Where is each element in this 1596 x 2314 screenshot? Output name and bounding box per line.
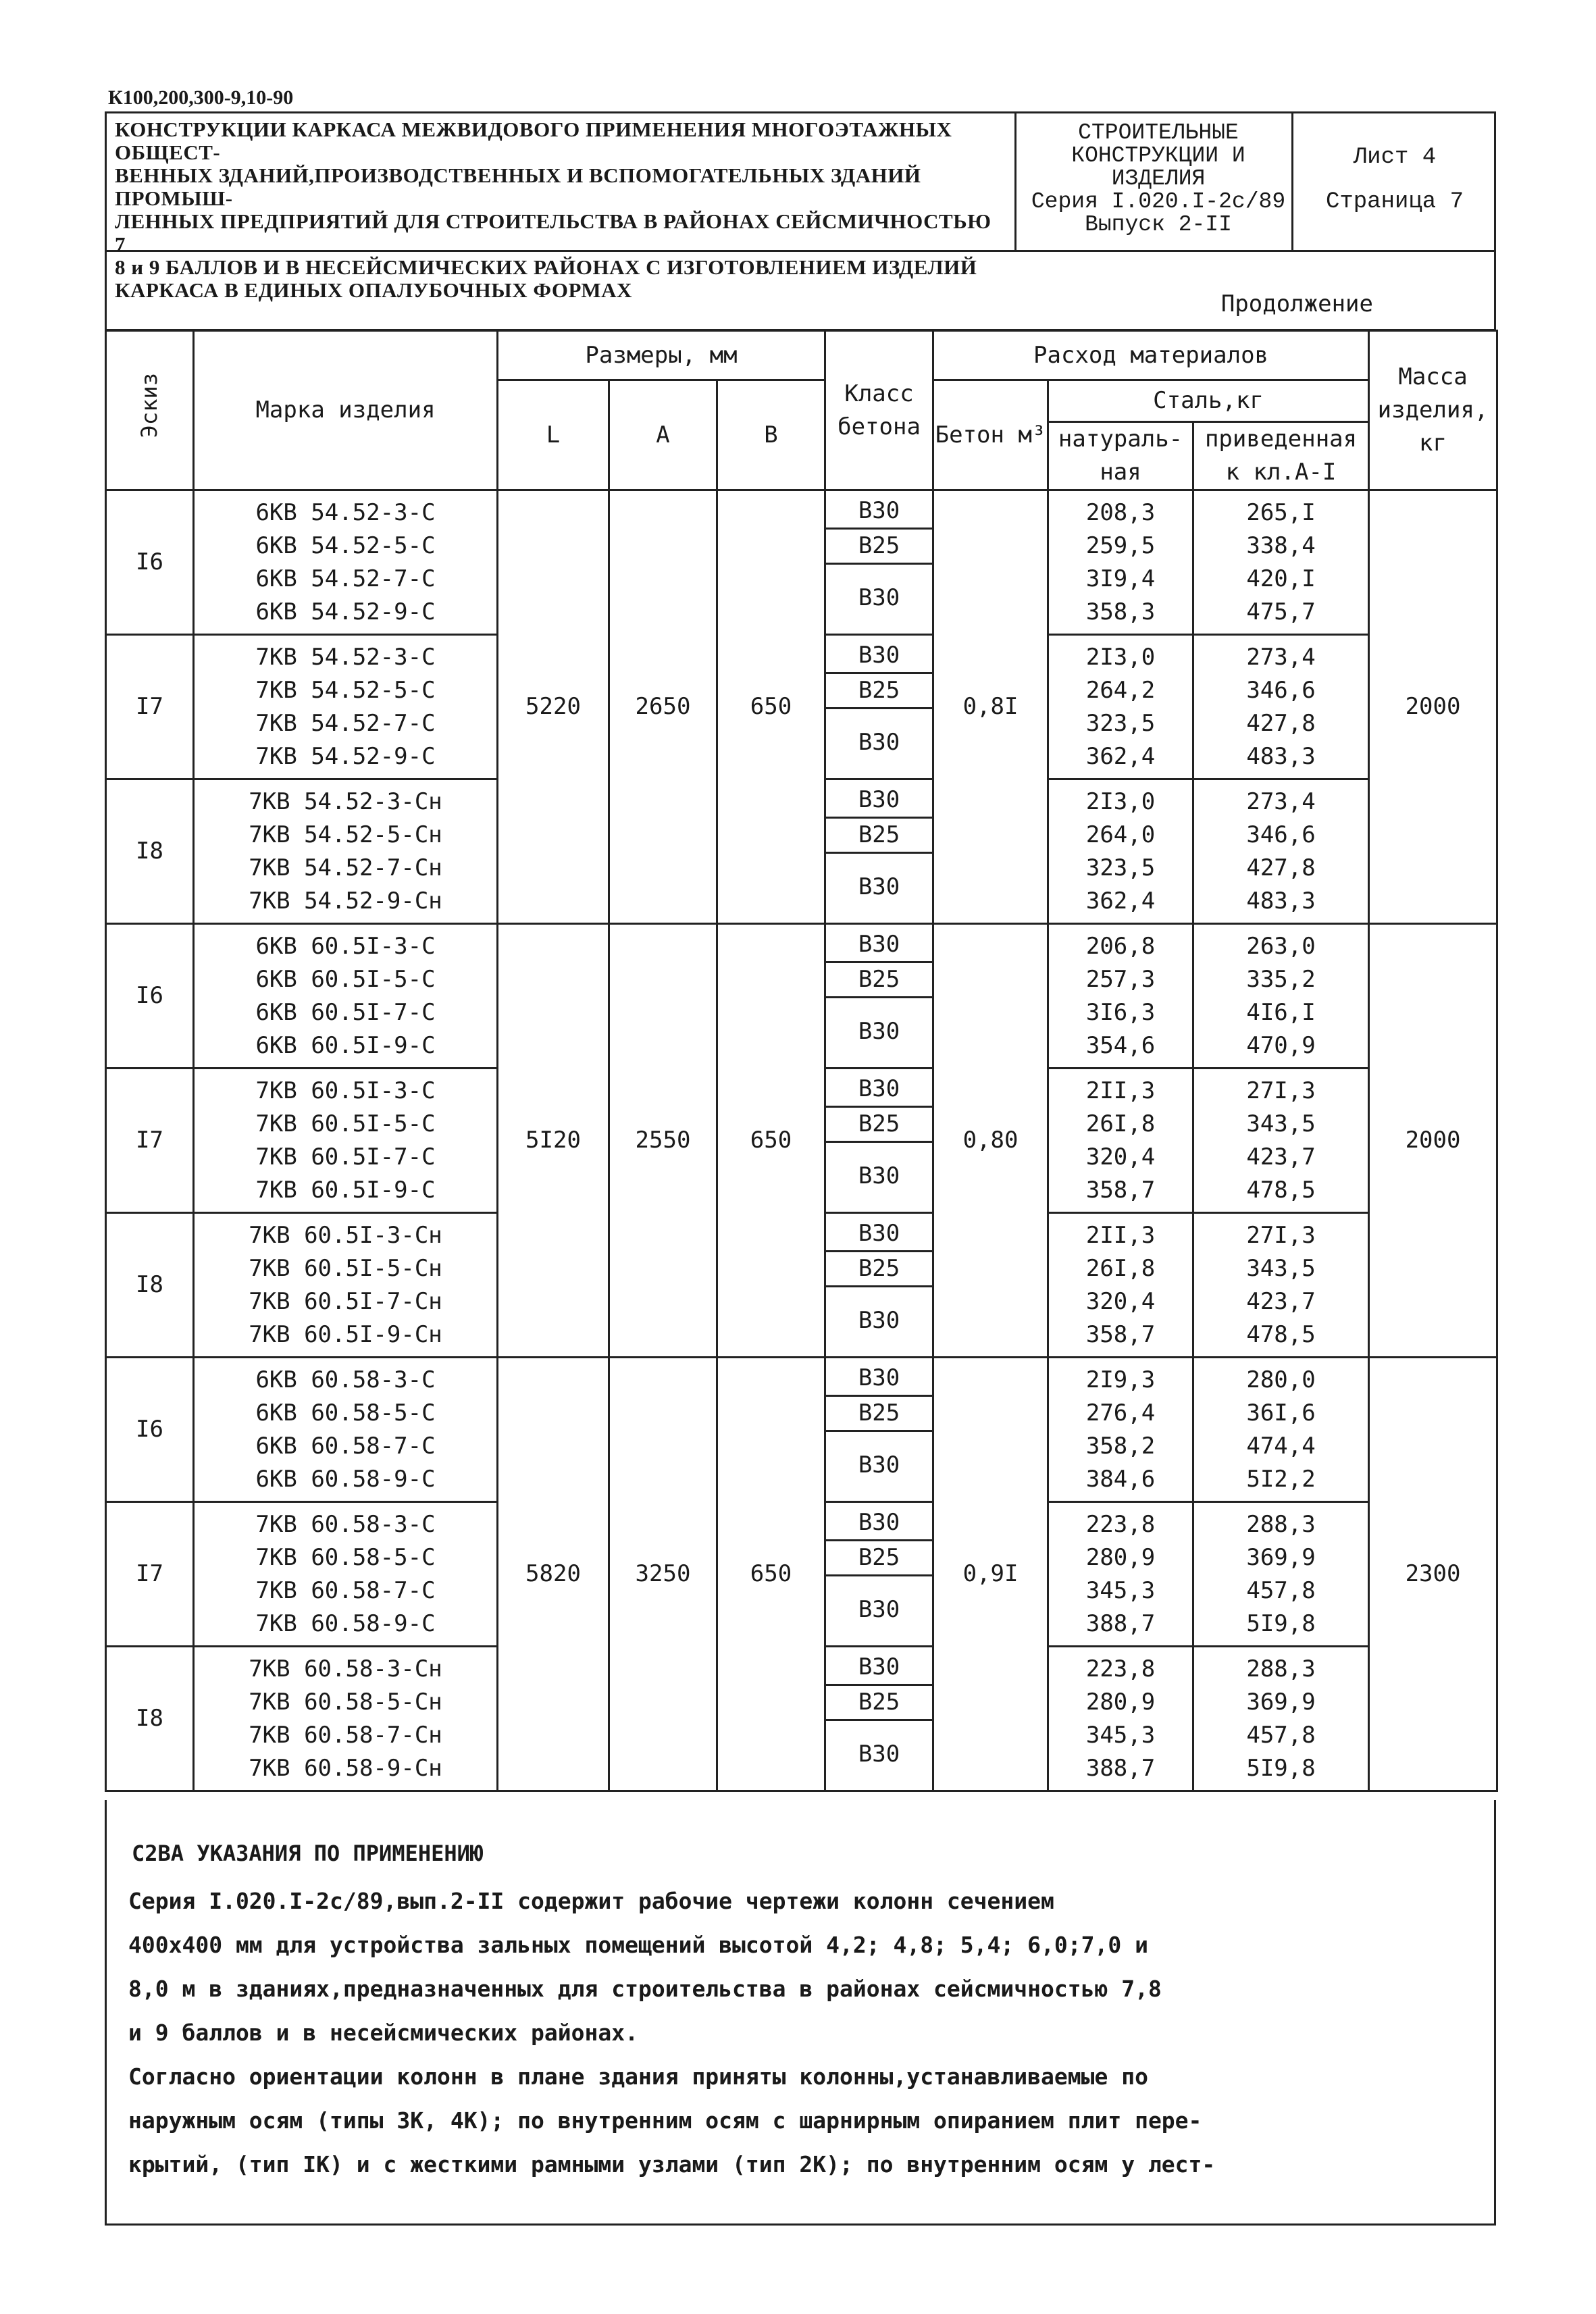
concrete-class: В30: [826, 639, 932, 674]
concrete-class: В30: [826, 1217, 932, 1252]
sketch-cell: I6: [106, 924, 194, 1069]
reduced-value: 346,6: [1246, 821, 1316, 848]
A-header: A: [609, 380, 717, 490]
reduced-value: 4I6,I: [1246, 998, 1316, 1026]
reduced-value: 343,5: [1246, 1254, 1316, 1282]
reduced-value: 483,3: [1246, 742, 1316, 770]
class-cell: [825, 1502, 933, 1647]
mark-item: 6КВ 60.5I-3-С: [255, 932, 436, 960]
sketch-cell: I7: [106, 635, 194, 779]
reduced-cell: [1193, 1213, 1369, 1358]
title-line: КОНСТРУКЦИИ КАРКАСА МЕЖВИДОВОГО ПРИМЕНЕНИЯ МНОГОЭТАЖНЫХ ОБЩЕСТ-: [115, 118, 952, 164]
mark-item: 7КВ 54.52-5-С: [255, 676, 436, 704]
concrete-class: В30: [858, 728, 900, 756]
series-info: [1023, 122, 1293, 236]
natural-cell: [1048, 1213, 1193, 1358]
concrete-header: Бетон м³: [933, 380, 1048, 490]
class-cell: [825, 779, 933, 924]
mark-item: 7КВ 60.5I-3-Сн: [249, 1221, 442, 1249]
sketch-cell: I7: [106, 1069, 194, 1213]
class-cell: [825, 635, 933, 779]
reduced-value: 420,I: [1246, 565, 1316, 592]
concrete-volume-cell: 0,9I: [933, 1358, 1048, 1791]
sketch-cell: I6: [106, 1358, 194, 1502]
sketch-cell: I7: [106, 1502, 194, 1647]
concrete-class: В30: [826, 1651, 932, 1686]
natural-cell: [1048, 635, 1193, 779]
reduced-cell: [1193, 490, 1369, 635]
note-line: 8,0 м в зданиях,предназначенных для строительства в районах сейсмичностью 7,8: [128, 1976, 1162, 2002]
natural-value: 388,7: [1085, 1610, 1156, 1637]
concrete-class: В30: [858, 1451, 900, 1479]
mark-item: 7КВ 60.58-7-С: [255, 1576, 436, 1604]
title-line: 8 и 9 БАЛЛОВ И В НЕСЕЙСМИЧЕСКИХ РАЙОНАХ С ИЗГОТОВЛЕНИЕМ ИЗДЕЛИЙ: [115, 255, 977, 279]
mark-item: 6КВ 60.5I-7-С: [255, 998, 436, 1026]
concrete-class: В30: [826, 1362, 932, 1397]
page-number: Страница 7: [1325, 189, 1464, 215]
marks-cell: [194, 1647, 498, 1791]
mark-item: 6КВ 60.58-3-С: [255, 1366, 436, 1393]
table-row: [106, 490, 1497, 635]
reduced-value: 470,9: [1246, 1031, 1316, 1059]
natural-value: 264,2: [1085, 676, 1156, 704]
reduced-header: приведенная к кл.А-I: [1193, 422, 1369, 490]
reduced-value: 483,3: [1246, 887, 1316, 915]
L-cell: 5220: [498, 490, 609, 924]
title-line: ЛЕННЫХ ПРЕДПРИЯТИЙ ДЛЯ СТРОИТЕЛЬСТВА В РАЙОНАХ СЕЙСМИЧНОСТЬЮ 7: [115, 209, 992, 256]
concrete-class: В30: [858, 1740, 900, 1768]
mark-item: 6КВ 54.52-9-С: [255, 598, 436, 625]
mark-item: 7КВ 54.52-7-С: [255, 709, 436, 737]
series-line: Серия I.020.I-2с/89: [1031, 189, 1286, 214]
note-line: и 9 баллов и в несейсмических районах.: [128, 2020, 638, 2046]
natural-value: 362,4: [1085, 887, 1156, 915]
natural-cell: [1048, 1069, 1193, 1213]
reduced-value: 343,5: [1246, 1110, 1316, 1137]
mark-item: 7КВ 60.58-7-Сн: [249, 1721, 442, 1749]
mark-item: 7КВ 54.52-3-С: [255, 643, 436, 671]
marks-cell: [194, 1069, 498, 1213]
concrete-class: В25: [826, 963, 932, 998]
natural-value: 358,7: [1085, 1320, 1156, 1348]
natural-value: 345,3: [1085, 1721, 1156, 1749]
reduced-value: 427,8: [1246, 854, 1316, 881]
class-cell: [825, 1358, 933, 1502]
A-cell: 2650: [609, 490, 717, 924]
mark-item: 7КВ 60.58-3-Сн: [249, 1655, 442, 1682]
natural-value: 264,0: [1085, 821, 1156, 848]
reduced-value: 427,8: [1246, 709, 1316, 737]
concrete-class: В30: [858, 1162, 900, 1189]
mark-item: 6КВ 54.52-5-С: [255, 532, 436, 559]
sketch-cell: I8: [106, 1213, 194, 1358]
reduced-value: 457,8: [1246, 1721, 1316, 1749]
marks-cell: [194, 1358, 498, 1502]
natural-value: 206,8: [1085, 932, 1156, 960]
B-header: B: [717, 380, 825, 490]
natural-value: 323,5: [1085, 709, 1156, 737]
continue-label: Продолжение: [1220, 290, 1373, 317]
natural-cell: [1048, 924, 1193, 1069]
natural-value: 388,7: [1085, 1754, 1156, 1782]
series-line: СТРОИТЕЛЬНЫЕ: [1078, 120, 1239, 145]
reduced-value: 335,2: [1246, 965, 1316, 993]
concrete-class: В25: [826, 819, 932, 854]
mark-item: 7КВ 60.5I-7-Сн: [249, 1287, 442, 1315]
mark-item: 7КВ 60.5I-5-С: [255, 1110, 436, 1137]
table-row: [106, 1358, 1497, 1502]
reduced-value: 475,7: [1246, 598, 1316, 625]
concrete-class: В30: [826, 783, 932, 819]
mark-item: 7КВ 60.58-3-С: [255, 1510, 436, 1538]
reduced-value: 423,7: [1246, 1287, 1316, 1315]
natural-cell: [1048, 1647, 1193, 1791]
mark-item: 6КВ 54.52-3-С: [255, 498, 436, 526]
natural-value: 320,4: [1085, 1143, 1156, 1171]
natural-value: 362,4: [1085, 742, 1156, 770]
marks-cell: [194, 924, 498, 1069]
reduced-value: 478,5: [1246, 1320, 1316, 1348]
natural-value: 358,3: [1085, 598, 1156, 625]
concrete-class: В25: [826, 1541, 932, 1576]
natural-cell: [1048, 1358, 1193, 1502]
A-cell: 3250: [609, 1358, 717, 1791]
reduced-cell: [1193, 1502, 1369, 1647]
class-cell: [825, 1069, 933, 1213]
natural-value: 223,8: [1085, 1510, 1156, 1538]
reduced-cell: [1193, 1358, 1369, 1502]
natural-cell: [1048, 1502, 1193, 1647]
natural-value: 259,5: [1085, 532, 1156, 559]
note-line: наружным осям (типы 3К, 4К); по внутренним осям с шарнирным опиранием плит пере-: [128, 2107, 1202, 2134]
L-header: L: [498, 380, 609, 490]
mark-item: 7КВ 54.52-9-Сн: [249, 887, 442, 915]
mark-item: 7КВ 60.5I-9-Сн: [249, 1320, 442, 1348]
concrete-class: В25: [826, 674, 932, 709]
concrete-class: В30: [826, 928, 932, 963]
concrete-class: В30: [858, 1595, 900, 1623]
natural-value: 384,6: [1085, 1465, 1156, 1493]
class-cell: [825, 924, 933, 1069]
reduced-value: 288,3: [1246, 1655, 1316, 1682]
reduced-value: 423,7: [1246, 1143, 1316, 1171]
natural-value: 2I3,0: [1085, 788, 1156, 815]
natural-value: 358,7: [1085, 1176, 1156, 1204]
natural-value: 323,5: [1085, 854, 1156, 881]
L-cell: 5820: [498, 1358, 609, 1791]
note-line: 400х400 мм для устройства зальных помещений высотой 4,2; 4,8; 5,4; 6,0;7,0 и: [128, 1932, 1148, 1958]
natural-value: 208,3: [1085, 498, 1156, 526]
mass-cell: 2000: [1369, 490, 1497, 924]
reduced-value: 263,0: [1246, 932, 1316, 960]
reduced-cell: [1193, 1647, 1369, 1791]
concrete-class: В30: [826, 1506, 932, 1541]
materials-table: [105, 330, 1498, 1792]
mark-item: 7КВ 60.5I-3-С: [255, 1077, 436, 1104]
sketch-cell: I8: [106, 1647, 194, 1791]
natural-header: натураль-ная: [1048, 422, 1193, 490]
reduced-cell: [1193, 924, 1369, 1069]
concrete-class: В25: [826, 1397, 932, 1432]
reduced-value: 273,4: [1246, 643, 1316, 671]
marks-cell: [194, 1213, 498, 1358]
natural-value: 280,9: [1085, 1543, 1156, 1571]
mark-item: 6КВ 60.58-5-С: [255, 1399, 436, 1426]
mark-item: 7КВ 60.58-9-Сн: [249, 1754, 442, 1782]
reduced-value: 27I,3: [1246, 1221, 1316, 1249]
reduced-value: 346,6: [1246, 676, 1316, 704]
mark-item: 7КВ 60.58-5-С: [255, 1543, 436, 1571]
B-cell: 650: [717, 924, 825, 1358]
natural-value: 354,6: [1085, 1031, 1156, 1059]
mark-item: 7КВ 60.5I-5-Сн: [249, 1254, 442, 1282]
reduced-value: 288,3: [1246, 1510, 1316, 1538]
B-cell: 650: [717, 1358, 825, 1791]
reduced-cell: [1193, 1069, 1369, 1213]
reduced-value: 36I,6: [1246, 1399, 1316, 1426]
materials-header: Расход материалов: [933, 331, 1369, 380]
concrete-class: В25: [826, 1686, 932, 1721]
marks-cell: [194, 635, 498, 779]
steel-header: Сталь,кг: [1048, 380, 1369, 422]
sketch-cell: I8: [106, 779, 194, 924]
natural-value: 276,4: [1085, 1399, 1156, 1426]
reduced-value: 5I9,8: [1246, 1610, 1316, 1637]
natural-value: 280,9: [1085, 1688, 1156, 1716]
A-cell: 2550: [609, 924, 717, 1358]
sheet-number: Лист 4: [1353, 145, 1437, 170]
concrete-class: В30: [858, 1306, 900, 1334]
mark-item: 7КВ 54.52-7-Сн: [249, 854, 442, 881]
reduced-value: 5I9,8: [1246, 1754, 1316, 1782]
sizes-header: Размеры, мм: [498, 331, 825, 380]
mark-item: 7КВ 60.58-9-С: [255, 1610, 436, 1637]
mark-item: 7КВ 60.58-5-Сн: [249, 1688, 442, 1716]
mark-header: Марка изделия: [194, 331, 498, 490]
mass-cell: 2000: [1369, 924, 1497, 1358]
reduced-value: 338,4: [1246, 532, 1316, 559]
reduced-value: 369,9: [1246, 1688, 1316, 1716]
natural-value: 26I,8: [1085, 1110, 1156, 1137]
mark-item: 7КВ 54.52-3-Сн: [249, 788, 442, 815]
sheet-info: [1304, 135, 1486, 224]
reduced-value: 474,4: [1246, 1432, 1316, 1460]
series-line: ИЗДЕЛИЯ: [1111, 166, 1206, 191]
mass-cell: 2300: [1369, 1358, 1497, 1791]
concrete-class: В30: [826, 1073, 932, 1108]
series-line: КОНСТРУКЦИИ И: [1071, 143, 1245, 168]
natural-value: 26I,8: [1085, 1254, 1156, 1282]
natural-value: 3I6,3: [1085, 998, 1156, 1026]
concrete-class: В30: [826, 494, 932, 530]
marks-cell: [194, 490, 498, 635]
natural-value: 223,8: [1085, 1655, 1156, 1682]
class-cell: [825, 490, 933, 635]
mark-item: 6КВ 60.58-7-С: [255, 1432, 436, 1460]
reduced-value: 457,8: [1246, 1576, 1316, 1604]
sketch-cell: I6: [106, 490, 194, 635]
natural-value: 3I9,4: [1085, 565, 1156, 592]
marks-cell: [194, 1502, 498, 1647]
mark-item: 6КВ 60.5I-5-С: [255, 965, 436, 993]
note-line: крытий, (тип IК) и с жесткими рамными узлами (тип 2К); по внутренним осям у лест-: [128, 2151, 1216, 2178]
natural-value: 2I3,0: [1085, 643, 1156, 671]
reduced-value: 280,0: [1246, 1366, 1316, 1393]
note-line: Серия I.020.I-2с/89,вып.2-II содержит рабочие чертежи колонн сечением: [128, 1888, 1054, 1914]
natural-value: 2II,3: [1085, 1077, 1156, 1104]
concrete-class: В25: [826, 1108, 932, 1143]
mark-item: 7КВ 60.5I-7-С: [255, 1143, 436, 1171]
natural-cell: [1048, 490, 1193, 635]
mark-item: 6КВ 54.52-7-С: [255, 565, 436, 592]
reduced-cell: [1193, 779, 1369, 924]
title-line: ВЕННЫХ ЗДАНИЙ,ПРОИЗВОДСТВЕННЫХ И ВСПОМОГАТЕЛЬНЫХ ЗДАНИЙ ПРОМЫШ-: [115, 163, 921, 210]
L-cell: 5I20: [498, 924, 609, 1358]
class-header: Класс бетона: [825, 331, 933, 490]
mark-item: 6КВ 60.58-9-С: [255, 1465, 436, 1493]
class-cell: [825, 1213, 933, 1358]
reduced-value: 369,9: [1246, 1543, 1316, 1571]
concrete-class: В30: [858, 873, 900, 900]
sketch-header: Эскиз: [106, 331, 194, 490]
mark-item: 7КВ 54.52-9-С: [255, 742, 436, 770]
concrete-class: В25: [826, 1252, 932, 1287]
notes-heading: С2ВА УКАЗАНИЯ ПО ПРИМЕНЕНИЮ: [132, 1841, 484, 1866]
natural-value: 257,3: [1085, 965, 1156, 993]
document-code: К100,200,300-9,10-90: [108, 86, 294, 109]
mark-item: 7КВ 60.5I-9-С: [255, 1176, 436, 1204]
series-line: Выпуск 2-II: [1085, 212, 1232, 237]
title-line: КАРКАСА В ЕДИНЫХ ОПАЛУБОЧНЫХ ФОРМАХ: [115, 278, 632, 302]
reduced-value: 478,5: [1246, 1176, 1316, 1204]
natural-value: 2I9,3: [1085, 1366, 1156, 1393]
marks-cell: [194, 779, 498, 924]
mark-item: 6КВ 60.5I-9-С: [255, 1031, 436, 1059]
concrete-class: В30: [858, 584, 900, 611]
concrete-volume-cell: 0,8I: [933, 490, 1048, 924]
natural-value: 345,3: [1085, 1576, 1156, 1604]
reduced-cell: [1193, 635, 1369, 779]
reduced-value: 5I2,2: [1246, 1465, 1316, 1493]
natural-cell: [1048, 779, 1193, 924]
title-divider-1: [1014, 111, 1016, 252]
table-row: [106, 924, 1497, 1069]
concrete-class: В30: [858, 1017, 900, 1045]
note-line: Согласно ориентации колонн в плане здания приняты колонны,устанавливаемые по: [128, 2063, 1148, 2090]
concrete-class: В25: [826, 530, 932, 565]
reduced-value: 265,I: [1246, 498, 1316, 526]
natural-value: 320,4: [1085, 1287, 1156, 1315]
reduced-value: 273,4: [1246, 788, 1316, 815]
reduced-value: 27I,3: [1246, 1077, 1316, 1104]
concrete-volume-cell: 0,80: [933, 924, 1048, 1358]
natural-value: 358,2: [1085, 1432, 1156, 1460]
class-cell: [825, 1647, 933, 1791]
B-cell: 650: [717, 490, 825, 924]
mass-header: Масса изделия, кг: [1369, 331, 1497, 490]
natural-value: 2II,3: [1085, 1221, 1156, 1249]
mark-item: 7КВ 54.52-5-Сн: [249, 821, 442, 848]
